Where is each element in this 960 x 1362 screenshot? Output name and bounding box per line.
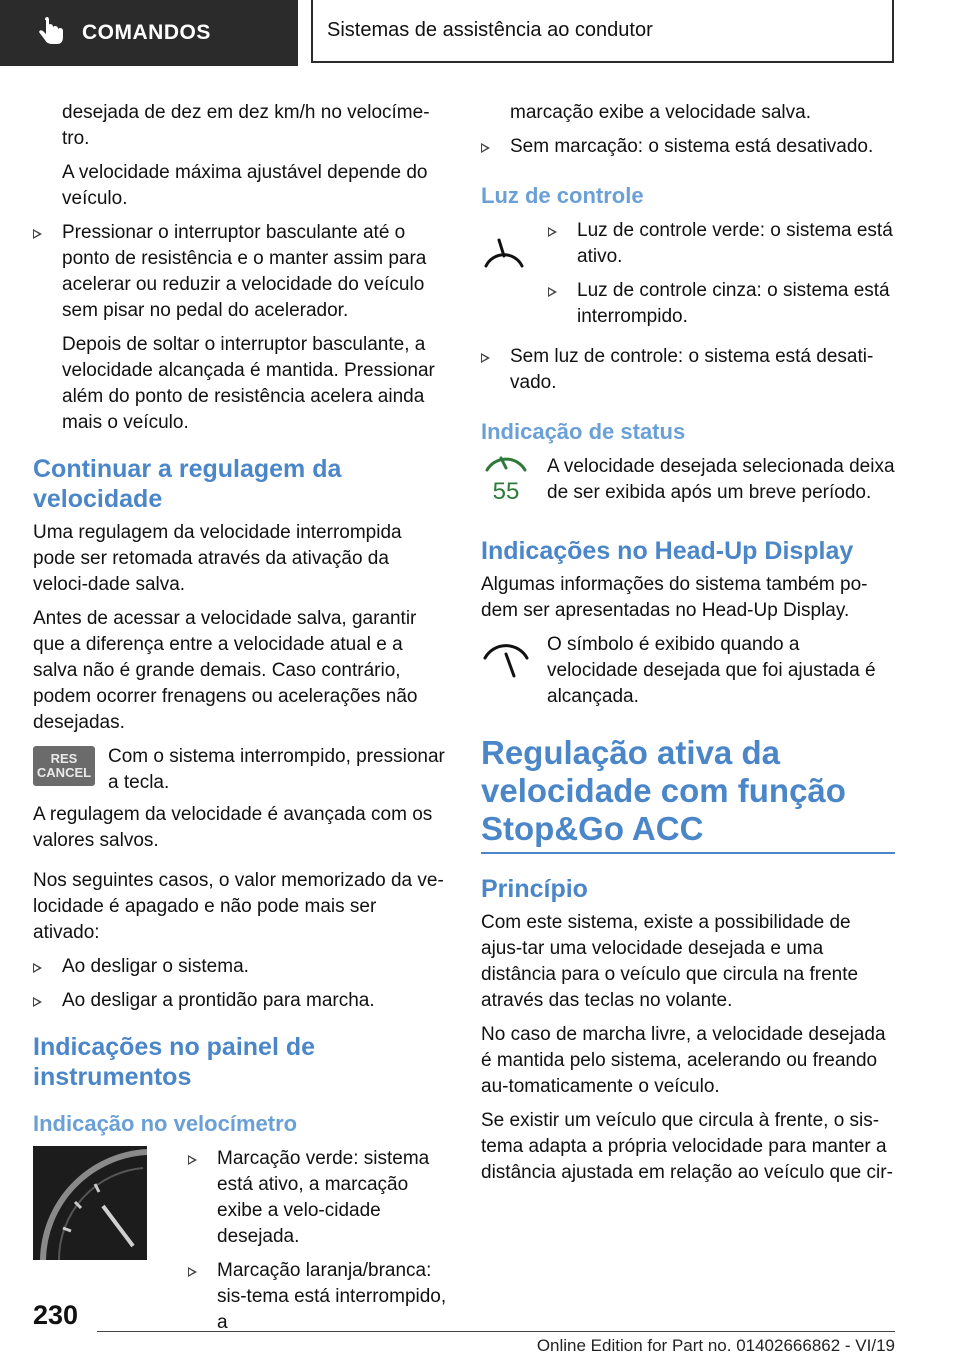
section-tab[interactable]	[0, 0, 298, 66]
list-item	[188, 1146, 448, 1250]
paragraph: A velocidade máxima ajustável depende do veículo.	[62, 162, 428, 209]
chapter-heading: Regulação ativa da velocidade com função Stop&Go ACC	[481, 734, 846, 847]
res-cancel-button-image	[33, 744, 108, 786]
heading-rule	[481, 852, 895, 854]
list-item-text: Ao desligar o sistema.	[62, 956, 249, 977]
paragraph: Uma regulagem da velocidade interrompida pode ser retomada através da ativação da veloci-dade salva.	[33, 522, 402, 595]
cancel-label: CANCEL	[36, 765, 92, 780]
list-item	[188, 1258, 448, 1336]
chapter-title: Sistemas de assistência ao condutor	[311, 0, 894, 63]
list-item-text: Luz de controle verde: o sistema está ativo.	[577, 220, 893, 267]
list-item	[33, 220, 448, 324]
bullet-triangle-icon	[481, 143, 490, 153]
status-icon-value: 55	[492, 478, 520, 504]
paragraph: Com este sistema, existe a possibilidade de ajus-tar uma velocidade desejada e uma distância para o veículo que circula na frente através das teclas no volante.	[481, 912, 859, 1011]
res-label: RES	[50, 751, 78, 766]
list-item	[481, 134, 895, 160]
paragraph: marcação exibe a velocidade salva.	[510, 102, 812, 123]
list-item-text: Ao desligar a prontidão para marcha.	[62, 990, 375, 1011]
bullet-triangle-icon	[188, 1155, 197, 1165]
speedometer-row	[33, 1146, 448, 1344]
section-heading: Indicações no Head-Up Display	[481, 537, 854, 565]
list-item	[548, 218, 895, 270]
res-cancel-row	[33, 744, 448, 796]
right-column	[481, 100, 895, 1194]
paragraph: Nos seguintes casos, o valor memorizado da ve-locidade é apagado e não pode mais ser ativado:	[33, 870, 444, 943]
paragraph: Se existir um veículo que circula à frente, o sis-tema adapta a própria velocidade para manter a distância ajustada em relação ao veículo que cir-	[481, 1110, 893, 1183]
left-column	[33, 100, 448, 1350]
paragraph: A velocidade desejada selecionada deixa de ser exibida após um breve período.	[547, 456, 895, 503]
subsection-heading: Indicação no velocímetro	[33, 1111, 298, 1136]
paragraph: A regulagem da velocidade é avançada com os valores salvos.	[33, 804, 433, 851]
bullet-triangle-icon	[33, 997, 42, 1007]
status-row	[481, 454, 895, 512]
control-light-row	[481, 218, 895, 338]
speedometer-image	[33, 1146, 147, 1260]
hud-row	[481, 632, 895, 710]
paragraph: Antes de acessar a velocidade salva, garantir que a diferença entre a velocidade atual e a salva não é grande demais. Caso contrário, podem ocorrer frenagens ou acelerações não desejadas.	[33, 608, 418, 733]
page-number: 230	[33, 1300, 79, 1330]
list-item	[33, 954, 448, 980]
cruise-control-light-icon	[481, 230, 527, 276]
bullet-triangle-icon	[188, 1267, 197, 1277]
paragraph: No caso de marcha livre, a velocidade desejada é mantida pelo sistema, acelerando ou freando au-tomaticamente o veículo.	[481, 1024, 886, 1097]
list-item	[481, 344, 895, 396]
hud-set-speed-reached-icon	[481, 636, 531, 686]
paragraph: O símbolo é exibido quando a velocidade desejada que foi ajustada é alcançada.	[547, 634, 876, 707]
edition-note: Online Edition for Part no. 01402666862 - VI/19	[536, 1336, 895, 1355]
hand-pointer-icon	[34, 16, 68, 50]
list-item-text: Luz de controle cinza: o sistema está interrompido.	[577, 280, 890, 327]
list-item-text: Marcação verde: sistema está ativo, a marcação exibe a velo-cidade desejada.	[217, 1148, 430, 1247]
subsection-heading: Luz de controle	[481, 183, 644, 208]
paragraph: Com o sistema interrompido, pressionar a tecla.	[108, 746, 445, 793]
res-cancel-icon	[33, 746, 95, 786]
bullet-triangle-icon	[33, 963, 42, 973]
speedometer-icon	[33, 1146, 147, 1260]
bullet-triangle-icon	[33, 229, 42, 239]
list-item-text: Marcação laranja/branca: sis-tema está interrompido, a	[217, 1260, 447, 1333]
subsection-heading: Indicação de status	[481, 419, 686, 444]
footer-divider	[97, 1331, 895, 1332]
bullet-triangle-icon	[481, 353, 490, 363]
bullet-triangle-icon	[548, 287, 557, 297]
paragraph: Algumas informações do sistema também po-dem ser apresentadas no Head-Up Display.	[481, 574, 868, 621]
list-item-text: Sem luz de controle: o sistema está desati-vado.	[510, 346, 874, 393]
list-item-text: Pressionar o interruptor basculante até o ponto de resistência e o manter assim para acelerar ou reduzir a velocidade do veículo sem pisar no pedal do acelerador.	[62, 222, 427, 321]
list-item	[33, 988, 448, 1014]
list-item	[548, 278, 895, 330]
section-heading: Indicações no painel de instrumentos	[33, 1033, 316, 1091]
page-header	[0, 0, 960, 66]
list-item-text: Sem marcação: o sistema está desativado.	[510, 136, 874, 157]
bullet-triangle-icon	[548, 227, 557, 237]
paragraph: Depois de soltar o interruptor basculante, a velocidade alcançada é mantida. Pressionar além do ponto de resistência acelera ainda mais o veículo.	[62, 334, 435, 433]
paragraph: desejada de dez em dez km/h no velocíme-tro.	[62, 102, 430, 149]
section-heading: Princípio	[481, 875, 588, 903]
section-heading: Continuar a regulagem da velocidade	[33, 455, 342, 513]
section-label: COMANDOS	[82, 21, 211, 44]
set-speed-status-icon	[481, 454, 531, 504]
